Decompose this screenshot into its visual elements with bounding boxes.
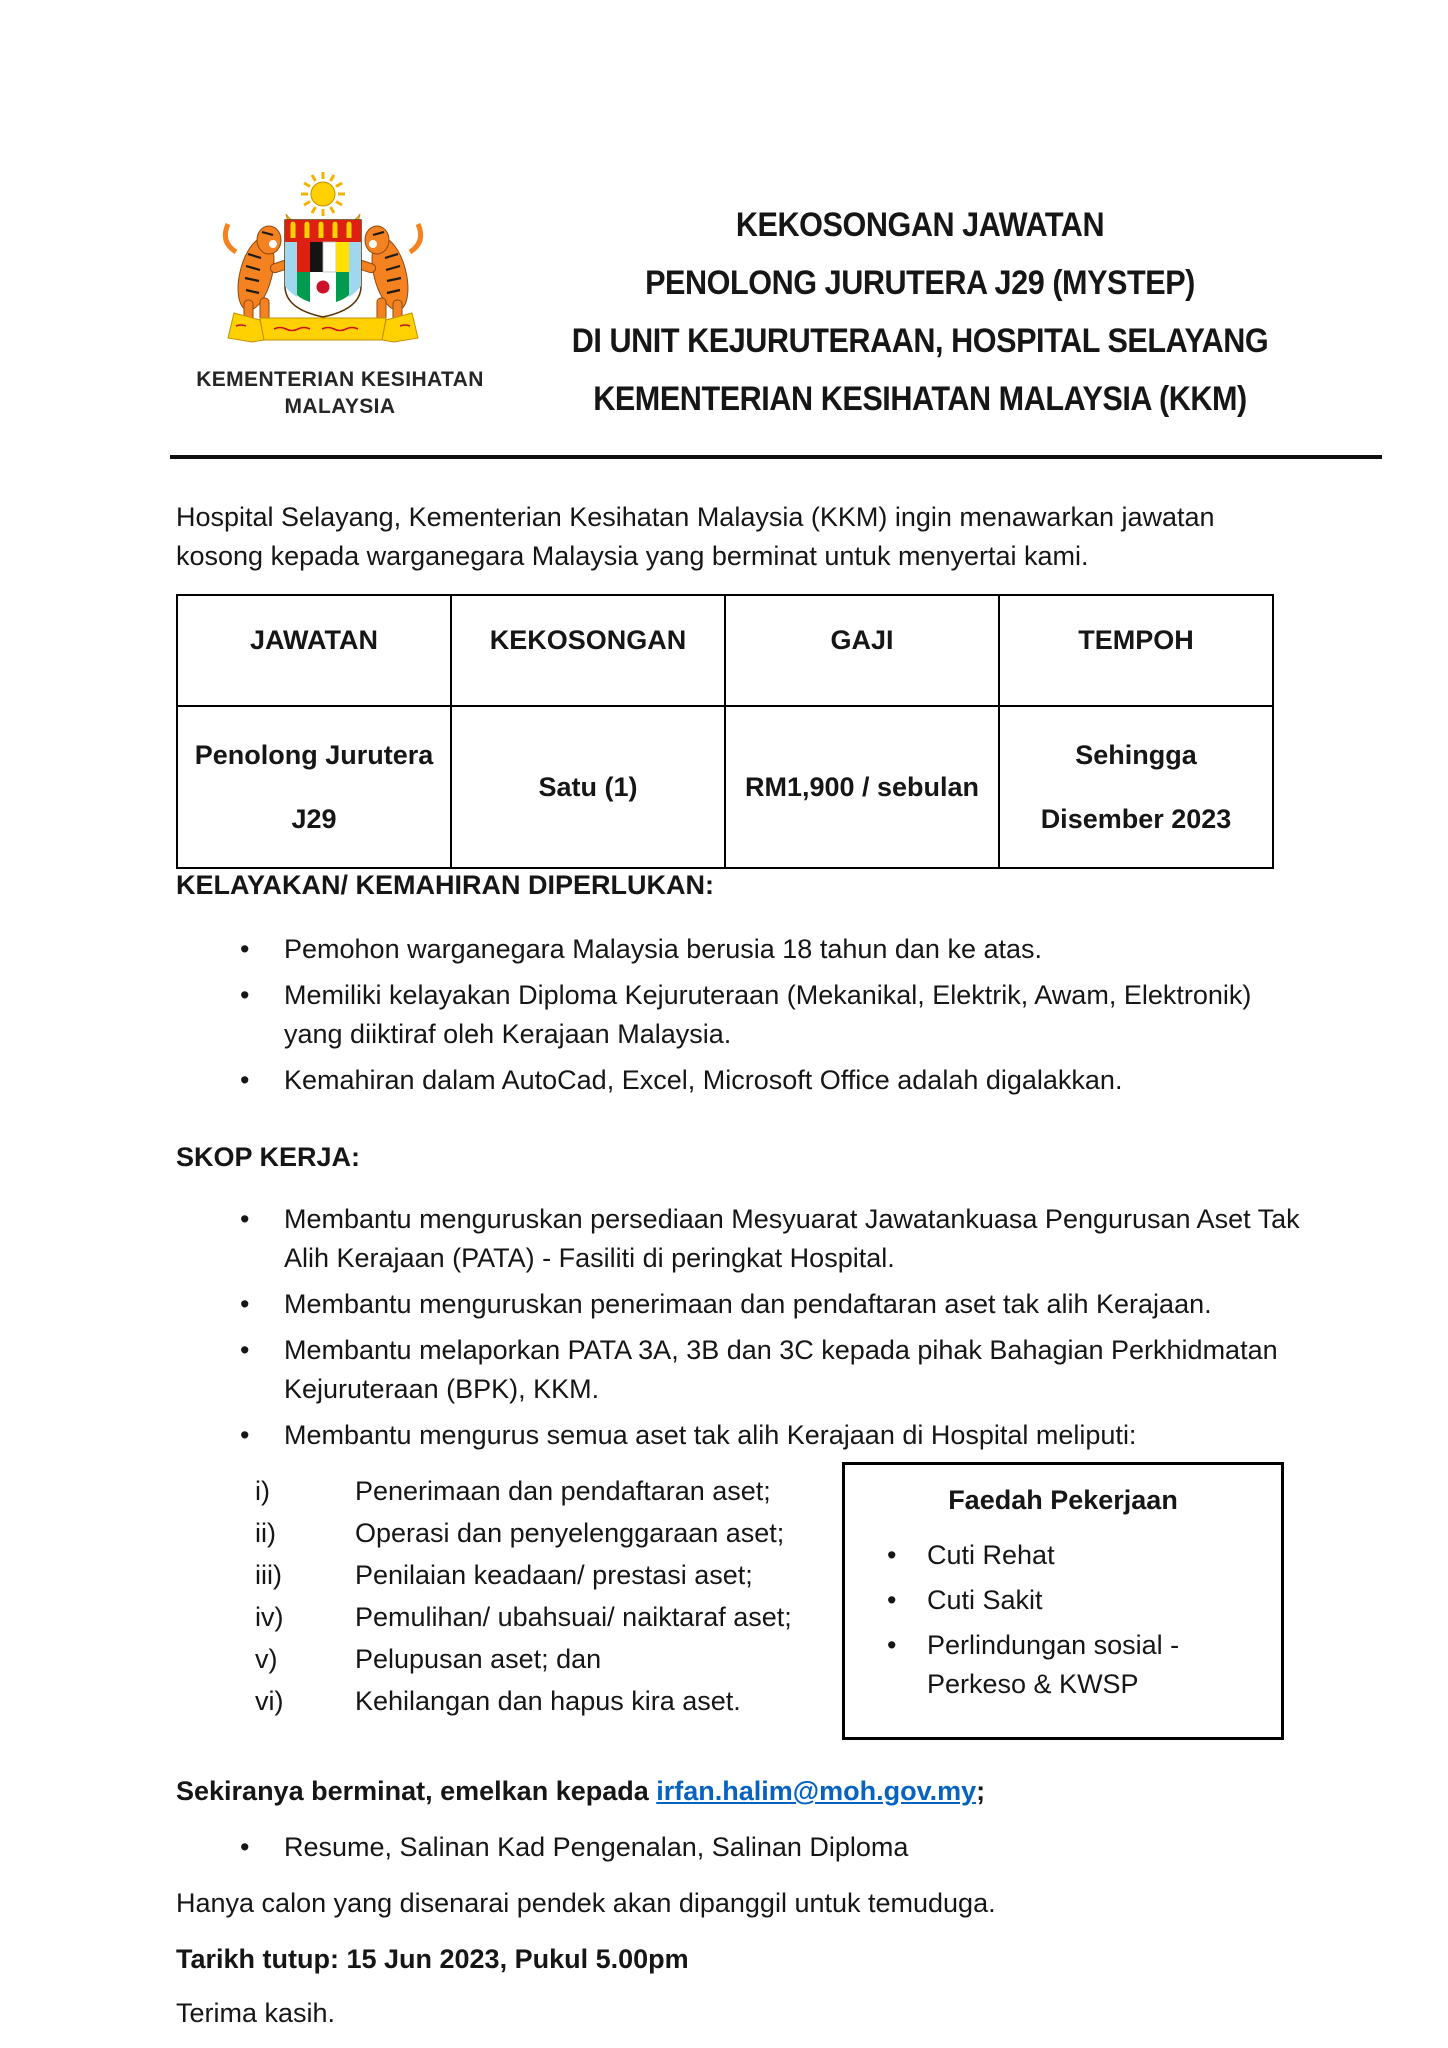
cell-jawatan <box>177 706 451 868</box>
benefits-list <box>887 1536 1281 1704</box>
bullet-icon: • <box>240 1420 250 1450</box>
benefit-text: Perkeso & KWSP <box>927 1669 1139 1699</box>
document-title <box>497 196 1343 428</box>
requirement-item <box>240 976 1251 1054</box>
bullet-icon: • <box>887 1630 897 1660</box>
benefit-item <box>887 1581 1281 1620</box>
asset-task-item <box>255 1680 792 1722</box>
asset-task-item <box>255 1470 792 1512</box>
roman-numeral: vi) <box>255 1686 284 1716</box>
title-line-3: DI UNIT KEJURUTERAAN, HOSPITAL SELAYANG <box>571 322 1269 360</box>
intro-line-1: Hospital Selayang, Kementerian Kesihatan Malaysia (KKM) ingin menawarkan jawatan <box>176 502 1215 532</box>
closing-thanks: Terima kasih. <box>176 1998 336 2028</box>
asset-tasks-list <box>255 1470 792 1722</box>
tempoh-line2: Disember 2023 <box>1040 804 1232 834</box>
vacancy-table-row <box>177 706 1273 868</box>
cell-kekosongan: Satu (1) <box>451 706 725 868</box>
asset-task-text: Penerimaan dan pendaftaran aset; <box>355 1476 771 1506</box>
requirements-list <box>240 930 1251 1107</box>
asset-task-item <box>255 1512 792 1554</box>
cell-tempoh <box>999 706 1273 868</box>
requirement-text: Pemohon warganegara Malaysia berusia 18 tahun dan ke atas. <box>284 934 1042 964</box>
tiger-right <box>355 224 421 322</box>
requirement-text: Kemahiran dalam AutoCad, Excel, Microsoft Office adalah digalakkan. <box>284 1065 1123 1095</box>
intro-line-2: kosong kepada warganegara Malaysia yang berminat untuk menyertai kami. <box>176 541 1089 571</box>
requirement-item <box>240 930 1251 969</box>
intro-paragraph <box>176 498 1215 576</box>
asset-task-text: Pelupusan aset; dan <box>355 1644 602 1674</box>
roman-numeral: iv) <box>255 1602 284 1632</box>
asset-task-item <box>255 1554 792 1596</box>
asset-task-text: Penilaian keadaan/ prestasi aset; <box>355 1560 753 1590</box>
bullet-icon: • <box>887 1540 897 1570</box>
vacancy-table <box>176 594 1274 869</box>
scope-item <box>240 1200 1300 1278</box>
apply-suffix: ; <box>976 1776 986 1806</box>
header-divider-rule <box>170 455 1382 459</box>
jawatan-line1: Penolong Jurutera <box>194 740 434 770</box>
ministry-name <box>160 366 520 420</box>
scope-text: Alih Kerajaan (PATA) - Fasiliti di peringkat Hospital. <box>284 1243 895 1273</box>
col-header-gaji: GAJI <box>725 595 999 706</box>
benefit-text: Perlindungan sosial - <box>927 1630 1180 1660</box>
asset-task-text: Operasi dan penyelenggaraan aset; <box>355 1518 785 1548</box>
requirements-heading: KELAYAKAN/ KEMAHIRAN DIPERLUKAN: <box>176 870 715 900</box>
roman-numeral: v) <box>255 1644 278 1674</box>
tempoh-line1: Sehingga <box>1075 740 1197 770</box>
requirement-text: Memiliki kelayakan Diploma Kejuruteraan (Mekanikal, Elektrik, Awam, Elektronik) <box>284 980 1252 1010</box>
bullet-icon: • <box>240 1335 250 1365</box>
asset-task-text: Pemulihan/ ubahsuai/ naiktaraf aset; <box>355 1602 792 1632</box>
tiger-left <box>225 224 291 322</box>
benefit-item <box>887 1536 1281 1575</box>
apply-instruction <box>176 1772 985 1811</box>
asset-task-item <box>255 1596 792 1638</box>
requirement-text: yang diiktiraf oleh Kerajaan Malaysia. <box>284 1019 732 1049</box>
scope-heading: SKOP KERJA: <box>176 1142 361 1172</box>
scope-text: Membantu menguruskan persediaan Mesyuarat Jawatankuasa Pengurusan Aset Tak <box>284 1204 1300 1234</box>
bullet-icon: • <box>240 1289 250 1319</box>
benefit-item <box>887 1626 1281 1704</box>
bullet-icon: • <box>240 1204 250 1234</box>
ministry-name-line2: MALAYSIA <box>284 395 396 418</box>
shield-icon <box>285 220 361 317</box>
attachments-list <box>240 1828 908 1874</box>
roman-numeral: iii) <box>255 1560 282 1590</box>
apply-prefix: Sekiranya berminat, emelkan kepada <box>176 1776 657 1806</box>
cell-gaji: RM1,900 / sebulan <box>725 706 999 868</box>
closing-date: Tarikh tutup: 15 Jun 2023, Pukul 5.00pm <box>176 1944 689 1974</box>
benefits-title: Faedah Pekerjaan <box>948 1485 1178 1515</box>
scope-text: Membantu melaporkan PATA 3A, 3B dan 3C kepada pihak Bahagian Perkhidmatan <box>284 1335 1278 1365</box>
roman-numeral: i) <box>255 1476 270 1506</box>
bullet-icon: • <box>240 980 250 1010</box>
attachment-item <box>240 1828 908 1867</box>
benefits-box <box>842 1462 1284 1740</box>
asset-task-text: Kehilangan dan hapus kira aset. <box>355 1686 741 1716</box>
scope-item <box>240 1331 1300 1409</box>
bullet-icon: • <box>240 1065 250 1095</box>
malaysia-coat-of-arms-logo <box>198 168 448 360</box>
jawatan-line2: J29 <box>291 804 337 834</box>
benefit-text: Cuti Sakit <box>927 1585 1043 1615</box>
col-header-jawatan: JAWATAN <box>177 595 451 706</box>
scope-text: Membantu menguruskan penerimaan dan pendaftaran aset tak alih Kerajaan. <box>284 1289 1212 1319</box>
scope-item <box>240 1285 1300 1324</box>
asset-task-item <box>255 1638 792 1680</box>
coat-of-arms-icon <box>198 168 448 360</box>
col-header-kekosongan: KEKOSONGAN <box>451 595 725 706</box>
scope-item <box>240 1416 1300 1455</box>
bullet-icon: • <box>240 1832 250 1862</box>
requirement-item <box>240 1061 1251 1100</box>
title-line-1: KEKOSONGAN JAWATAN <box>735 206 1105 244</box>
bullet-icon: • <box>887 1585 897 1615</box>
vacancy-table-header-row <box>177 595 1273 706</box>
email-link[interactable]: irfan.halim@moh.gov.my <box>656 1776 977 1806</box>
scope-list <box>240 1200 1300 1462</box>
bullet-icon: • <box>240 934 250 964</box>
sun-icon <box>301 172 345 216</box>
title-line-2: PENOLONG JURUTERA J29 (MYSTEP) <box>645 264 1195 302</box>
title-line-4: KEMENTERIAN KESIHATAN MALAYSIA (KKM) <box>593 380 1247 418</box>
ministry-name-line1: KEMENTERIAN KESIHATAN <box>196 368 484 391</box>
roman-numeral: ii) <box>255 1518 276 1548</box>
benefit-text: Cuti Rehat <box>927 1540 1055 1570</box>
col-header-tempoh: TEMPOH <box>999 595 1273 706</box>
attachment-text: Resume, Salinan Kad Pengenalan, Salinan Diploma <box>284 1832 909 1862</box>
scope-text: Membantu mengurus semua aset tak alih Kerajaan di Hospital meliputi: <box>284 1420 1137 1450</box>
shortlist-note: Hanya calon yang disenarai pendek akan dipanggil untuk temuduga. <box>176 1888 996 1918</box>
scope-text: Kejuruteraan (BPK), KKM. <box>284 1374 600 1404</box>
